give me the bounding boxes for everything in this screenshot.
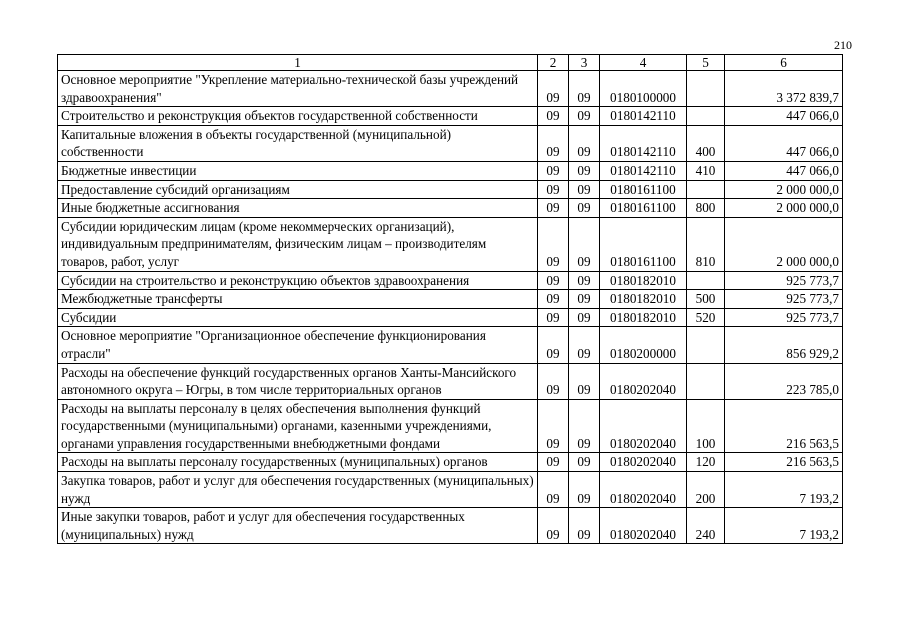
target-article-cell: 0180202040	[600, 453, 687, 472]
section-cell: 09	[538, 125, 569, 161]
subsection-cell: 09	[569, 180, 600, 199]
header-col-5: 5	[687, 55, 725, 71]
target-article-cell: 0180161100	[600, 199, 687, 218]
section-cell: 09	[538, 399, 569, 453]
expense-type-cell: 810	[687, 217, 725, 271]
expense-type-cell	[687, 363, 725, 399]
table-row	[58, 308, 843, 327]
row-name-cell: Расходы на выплаты персоналу в целях обеспечения выполнения функций государственными (муниципальными) органами, казенными учреждениями, органами управления государственными внебюджетными фондами	[58, 399, 538, 453]
target-article-cell: 0180161100	[600, 180, 687, 199]
subsection-cell: 09	[569, 217, 600, 271]
header-col-4: 4	[600, 55, 687, 71]
expense-type-cell: 120	[687, 453, 725, 472]
amount-cell: 7 193,2	[725, 508, 843, 544]
target-article-cell: 0180182010	[600, 271, 687, 290]
section-cell: 09	[538, 308, 569, 327]
target-article-cell: 0180142110	[600, 161, 687, 180]
amount-cell: 7 193,2	[725, 472, 843, 508]
subsection-cell: 09	[569, 199, 600, 218]
subsection-cell: 09	[569, 399, 600, 453]
target-article-cell: 0180182010	[600, 290, 687, 309]
amount-cell: 2 000 000,0	[725, 180, 843, 199]
row-name-cell: Закупка товаров, работ и услуг для обеспечения государственных (муниципальных) нужд	[58, 472, 538, 508]
page-number: 210	[834, 38, 852, 52]
amount-cell: 447 066,0	[725, 107, 843, 126]
row-name-cell: Основное мероприятие "Укрепление материально-технической базы учреждений здравоохранения"	[58, 71, 538, 107]
table-row	[58, 125, 843, 161]
target-article-cell: 0180161100	[600, 217, 687, 271]
header-col-2: 2	[538, 55, 569, 71]
amount-cell: 925 773,7	[725, 290, 843, 309]
expense-type-cell: 410	[687, 161, 725, 180]
amount-cell: 216 563,5	[725, 453, 843, 472]
expense-type-cell	[687, 71, 725, 107]
expense-type-cell: 500	[687, 290, 725, 309]
amount-cell: 216 563,5	[725, 399, 843, 453]
subsection-cell: 09	[569, 71, 600, 107]
subsection-cell: 09	[569, 363, 600, 399]
amount-cell: 2 000 000,0	[725, 217, 843, 271]
table-row	[58, 327, 843, 363]
expense-type-cell: 800	[687, 199, 725, 218]
target-article-cell: 0180100000	[600, 71, 687, 107]
section-cell: 09	[538, 271, 569, 290]
subsection-cell: 09	[569, 508, 600, 544]
subsection-cell: 09	[569, 472, 600, 508]
amount-cell: 856 929,2	[725, 327, 843, 363]
section-cell: 09	[538, 363, 569, 399]
subsection-cell: 09	[569, 453, 600, 472]
row-name-cell: Основное мероприятие "Организационное обеспечение функционирования отрасли"	[58, 327, 538, 363]
subsection-cell: 09	[569, 290, 600, 309]
section-cell: 09	[538, 71, 569, 107]
table-row	[58, 107, 843, 126]
row-name-cell: Иные бюджетные ассигнования	[58, 199, 538, 218]
amount-cell: 447 066,0	[725, 125, 843, 161]
expense-type-cell: 100	[687, 399, 725, 453]
amount-cell: 447 066,0	[725, 161, 843, 180]
table-row	[58, 290, 843, 309]
expense-type-cell: 520	[687, 308, 725, 327]
table-row	[58, 271, 843, 290]
table-row	[58, 217, 843, 271]
row-name-cell: Субсидии юридическим лицам (кроме некоммерческих организаций), индивидуальным предпринимателям, физическим лицам – производителям товаров, работ, услуг	[58, 217, 538, 271]
row-name-cell: Расходы на обеспечение функций государственных органов Ханты-Мансийского автономного округа – Югры, в том числе территориальных органов	[58, 363, 538, 399]
row-name-cell: Капитальные вложения в объекты государственной (муниципальной) собственности	[58, 125, 538, 161]
section-cell: 09	[538, 161, 569, 180]
expense-type-cell	[687, 180, 725, 199]
target-article-cell: 0180202040	[600, 363, 687, 399]
expense-type-cell	[687, 327, 725, 363]
expense-type-cell: 400	[687, 125, 725, 161]
row-name-cell: Предоставление субсидий организациям	[58, 180, 538, 199]
table-row	[58, 363, 843, 399]
subsection-cell: 09	[569, 161, 600, 180]
amount-cell: 2 000 000,0	[725, 199, 843, 218]
row-name-cell: Межбюджетные трансферты	[58, 290, 538, 309]
section-cell: 09	[538, 453, 569, 472]
table-row	[58, 399, 843, 453]
expense-type-cell: 200	[687, 472, 725, 508]
table-row	[58, 199, 843, 218]
section-cell: 09	[538, 217, 569, 271]
table-row	[58, 472, 843, 508]
subsection-cell: 09	[569, 107, 600, 126]
subsection-cell: 09	[569, 271, 600, 290]
subsection-cell: 09	[569, 125, 600, 161]
table-row	[58, 508, 843, 544]
section-cell: 09	[538, 107, 569, 126]
subsection-cell: 09	[569, 327, 600, 363]
expense-type-cell	[687, 271, 725, 290]
table-row	[58, 71, 843, 107]
table-row	[58, 453, 843, 472]
row-name-cell: Строительство и реконструкция объектов государственной собственности	[58, 107, 538, 126]
section-cell: 09	[538, 290, 569, 309]
section-cell: 09	[538, 199, 569, 218]
expense-type-cell	[687, 107, 725, 126]
table-row	[58, 161, 843, 180]
subsection-cell: 09	[569, 308, 600, 327]
row-name-cell: Расходы на выплаты персоналу государственных (муниципальных) органов	[58, 453, 538, 472]
amount-cell: 925 773,7	[725, 308, 843, 327]
target-article-cell: 0180202040	[600, 508, 687, 544]
header-col-1: 1	[58, 55, 538, 71]
amount-cell: 925 773,7	[725, 271, 843, 290]
section-cell: 09	[538, 508, 569, 544]
budget-table	[57, 54, 843, 544]
target-article-cell: 0180182010	[600, 308, 687, 327]
target-article-cell: 0180142110	[600, 125, 687, 161]
section-cell: 09	[538, 327, 569, 363]
target-article-cell: 0180202040	[600, 399, 687, 453]
target-article-cell: 0180200000	[600, 327, 687, 363]
header-col-3: 3	[569, 55, 600, 71]
amount-cell: 3 372 839,7	[725, 71, 843, 107]
amount-cell: 223 785,0	[725, 363, 843, 399]
row-name-cell: Субсидии на строительство и реконструкцию объектов здравоохранения	[58, 271, 538, 290]
row-name-cell: Бюджетные инвестиции	[58, 161, 538, 180]
row-name-cell: Иные закупки товаров, работ и услуг для обеспечения государственных (муниципальных) нужд	[58, 508, 538, 544]
target-article-cell: 0180142110	[600, 107, 687, 126]
header-col-6: 6	[725, 55, 843, 71]
section-cell: 09	[538, 180, 569, 199]
section-cell: 09	[538, 472, 569, 508]
table-row	[58, 180, 843, 199]
header-row	[58, 55, 843, 71]
expense-type-cell: 240	[687, 508, 725, 544]
row-name-cell: Субсидии	[58, 308, 538, 327]
target-article-cell: 0180202040	[600, 472, 687, 508]
